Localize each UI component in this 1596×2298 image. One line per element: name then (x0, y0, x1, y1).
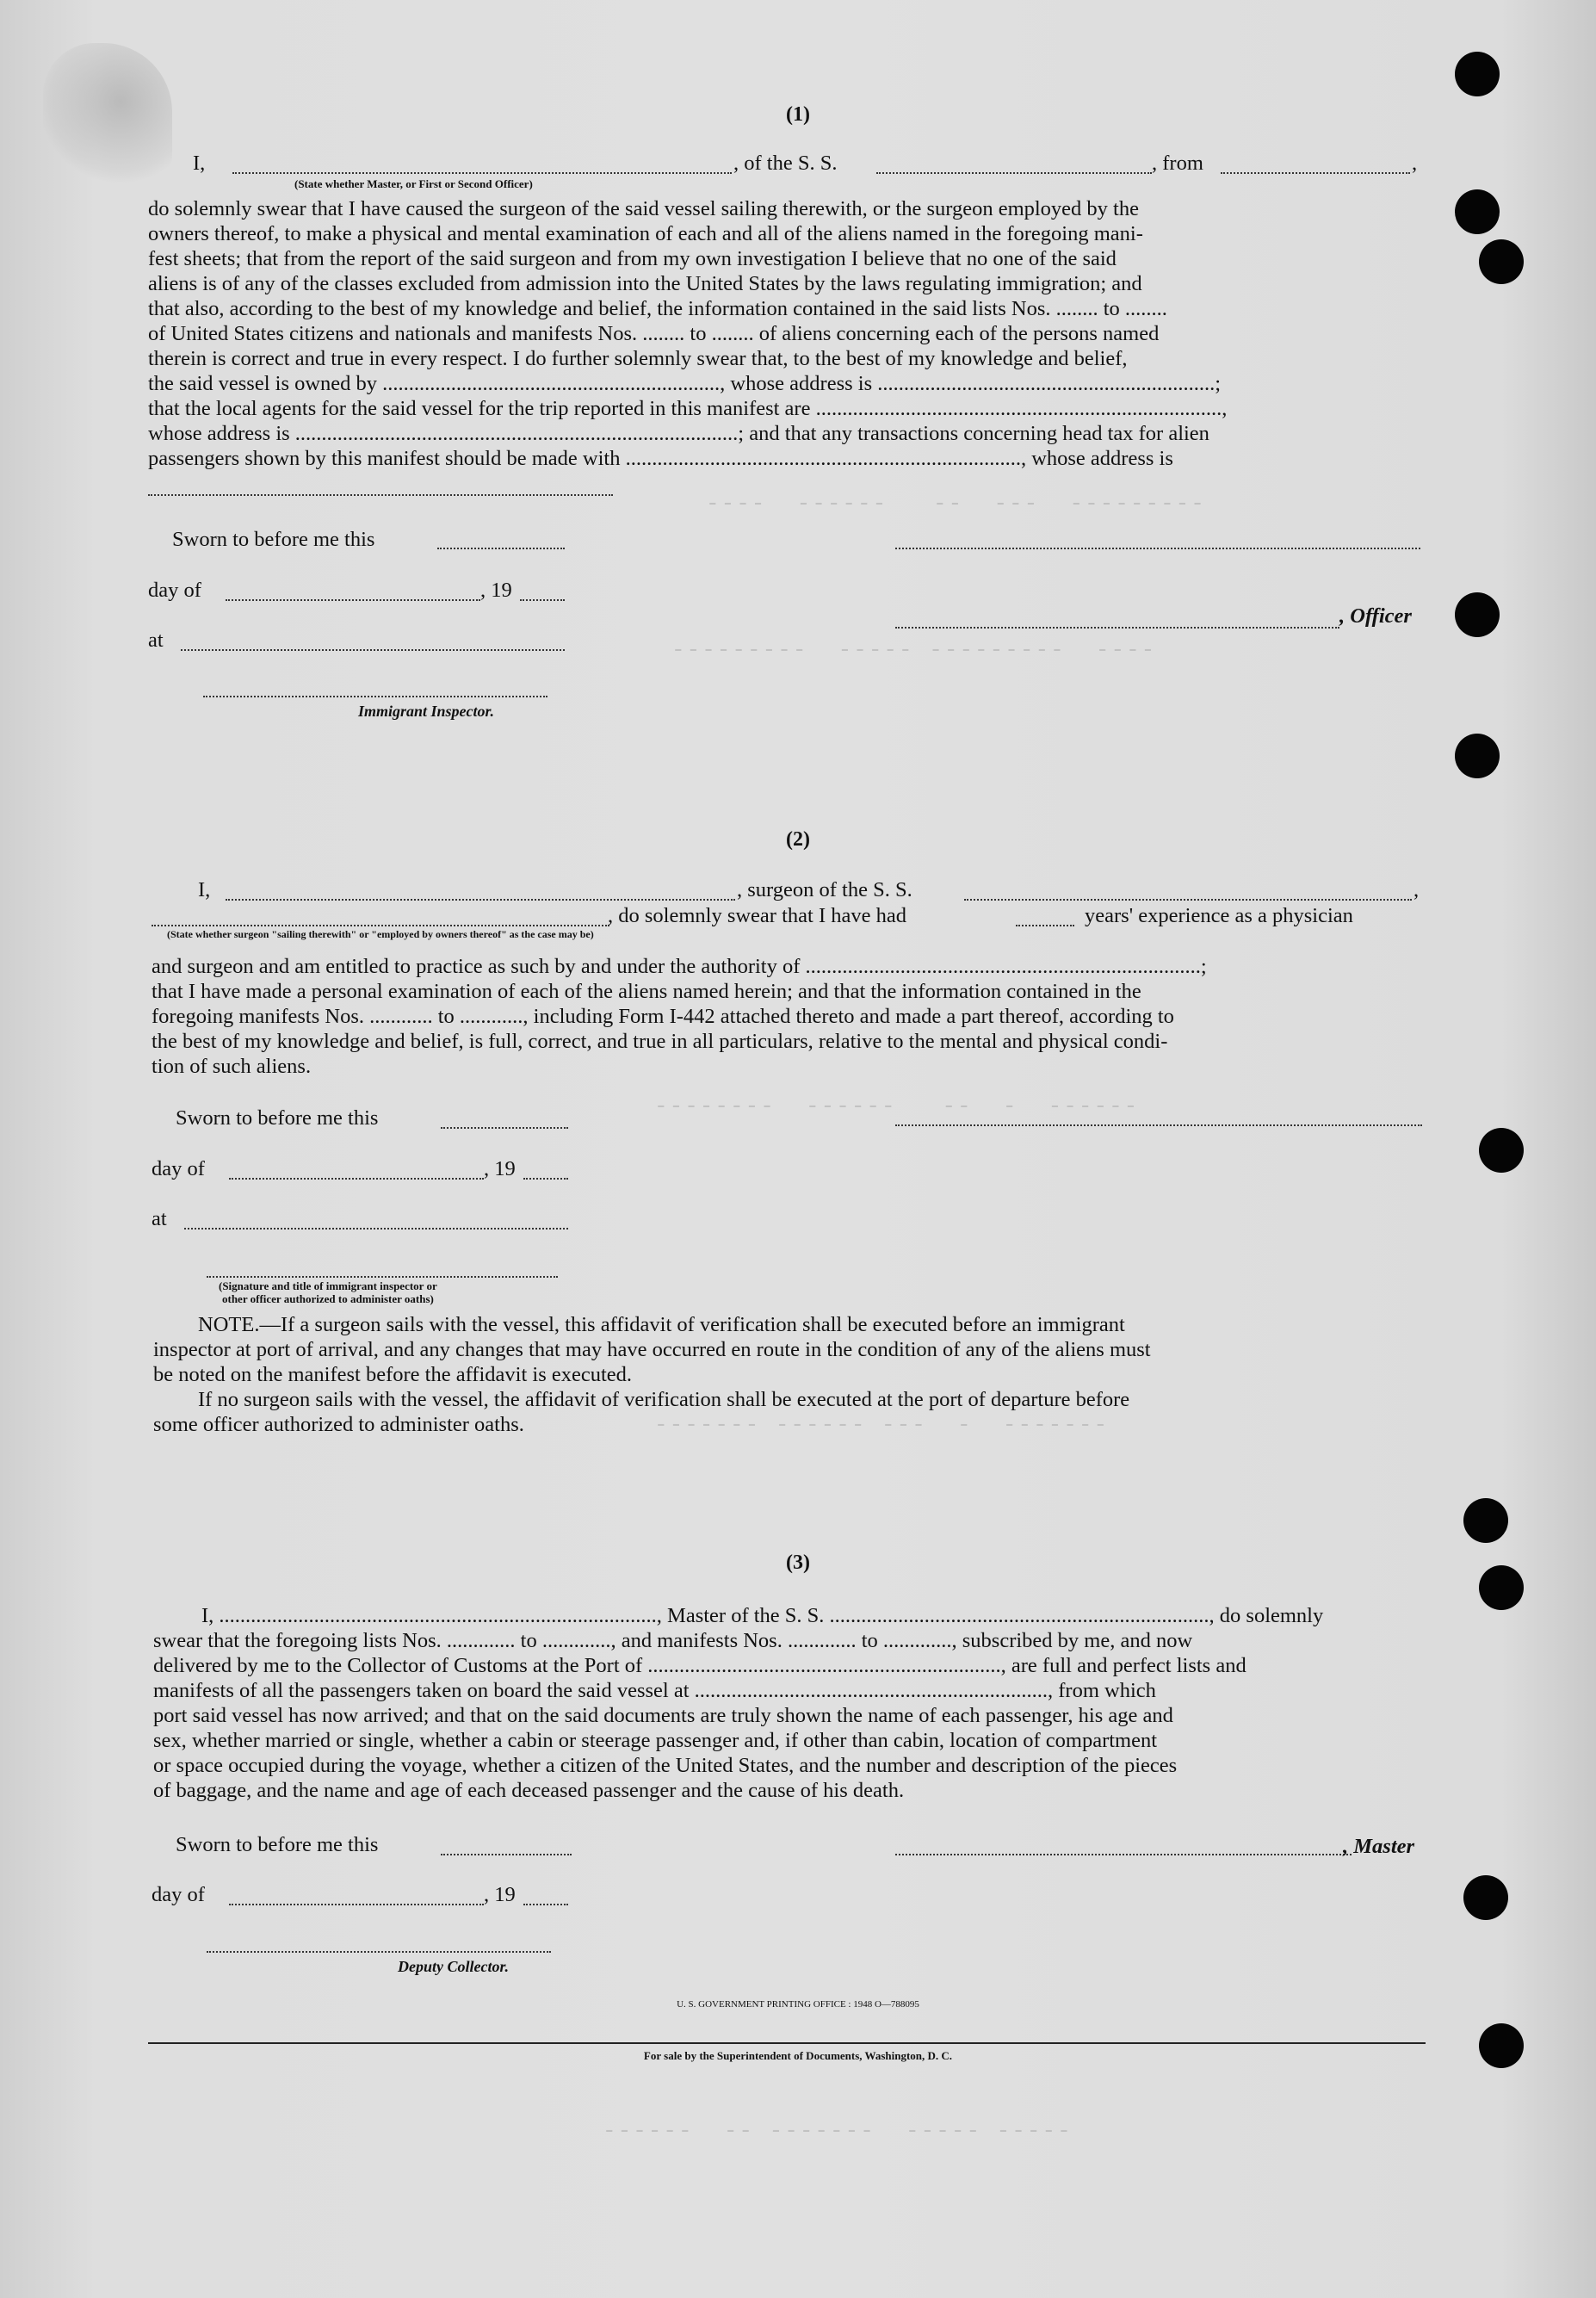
s1-comma: , (1412, 152, 1418, 175)
punch-hole (1463, 1498, 1508, 1543)
s1-day-blank (226, 599, 480, 601)
bleed-through-text: --------- ----- --------- ---- (671, 637, 1157, 663)
s2-para-line: foregoing manifests Nos. ............ to ............, including Form I-442 attached thereto and made a part thereof, according to (152, 1005, 1174, 1028)
s3-para-line: or space occupied during the voyage, whether a citizen of the United States, and the number and description of the pieces (153, 1754, 1178, 1777)
s1-right-blank (895, 548, 1420, 549)
punch-hole (1455, 52, 1500, 96)
s3-para-line: port said vessel has now arrived; and that on the said documents are truly shown the name of each passenger, his age and (153, 1704, 1173, 1727)
s2-years-blank (1016, 925, 1074, 926)
gpo-imprint: U. S. GOVERNMENT PRINTING OFFICE : 1948 O—788095 (677, 1999, 919, 2010)
s2-line2-years: years' experience as a physician (1085, 904, 1353, 927)
s3-para-line: delivered by me to the Collector of Customs at the Port of ..................................................................., are full and perfect lists and (153, 1654, 1246, 1677)
s3-year: , 19 (484, 1883, 516, 1906)
s2-name-blank (226, 899, 735, 901)
s1-para-line: that also, according to the best of my knowledge and belief, the information contained in the said lists Nos. ........ to ........ (148, 297, 1167, 320)
s1-para-line: of United States citizens and nationals and manifests Nos. ........ to ........ of aliens concerning each of the persons named (148, 322, 1160, 345)
s2-right-blank (895, 1124, 1422, 1126)
s1-address-blank (148, 494, 613, 496)
s2-sig-note-1: (Signature and title of immigrant inspector or (219, 1279, 437, 1292)
s2-para-line: the best of my knowledge and belief, is full, correct, and true in all particulars, relative to the mental and physical condi- (152, 1030, 1168, 1053)
s3-para-line: sex, whether married or single, whether a cabin or steerage passenger and, if other than cabin, location of compartment (153, 1729, 1158, 1752)
s2-paragraph (152, 954, 1422, 1079)
s1-para-line: whose address is ....................................................................................; and that any transactions concerning head tax for alien (148, 422, 1209, 445)
punch-hole (1455, 189, 1500, 234)
s1-officer-note: (State whether Master, or First or Second Officer) (294, 177, 533, 190)
s2-at: at (152, 1207, 167, 1230)
punch-hole (1455, 734, 1500, 778)
s2-line1-surgeon: , surgeon of the S. S. (737, 878, 912, 901)
s1-line1-i: I, (193, 152, 206, 175)
section-1-number: (1) (786, 103, 810, 126)
s1-from-blank (1221, 172, 1410, 174)
s3-sworn: Sworn to before me this (176, 1833, 379, 1856)
s2-surgeon-type-blank (152, 925, 609, 926)
s3-day-of: day of (152, 1883, 205, 1906)
s3-deputy-sig-blank (207, 1951, 551, 1953)
s2-sworn: Sworn to before me this (176, 1106, 379, 1130)
s2-day-of: day of (152, 1157, 205, 1180)
s3-para-line: I, ..................................................................................., Master of the S. S. ........................................................................, do solemnly (201, 1604, 1324, 1627)
s3-paragraph (153, 1603, 1424, 1803)
bleed-through-text: ---- ------ -- --- --------- (706, 491, 1206, 517)
punch-hole (1479, 239, 1524, 284)
s1-officer-blank (232, 172, 732, 174)
s2-note-line: NOTE.—If a surgeon sails with the vessel, this affidavit of verification shall be executed before an immigrant (198, 1313, 1125, 1336)
s2-year-blank (523, 1178, 568, 1180)
s1-year: , 19 (480, 579, 512, 602)
s2-at-blank (184, 1228, 568, 1230)
s1-para-line: the said vessel is owned by ................................................................, whose address is ................................................................; (148, 372, 1222, 395)
s3-day-blank (229, 1904, 484, 1905)
s3-para-line: of baggage, and the name and age of each deceased passenger and the cause of his death. (153, 1779, 905, 1802)
s2-note (153, 1312, 1424, 1437)
s2-line2: , do solemnly swear that I have had (608, 904, 906, 927)
s2-year: , 19 (484, 1157, 516, 1180)
s1-year-blank (520, 599, 565, 601)
s1-day-of: day of (148, 579, 201, 602)
s2-para-line: and surgeon and am entitled to practice as such by and under the authority of ...........................................................................; (152, 955, 1207, 978)
s2-sworn-blank (441, 1127, 568, 1129)
s2-note-line: inspector at port of arrival, and any changes that may have occurred en route in the condition of any of the aliens must (153, 1338, 1151, 1361)
s2-note-line: some officer authorized to administer oaths. (153, 1413, 524, 1436)
s1-para-line: passengers shown by this manifest should be made with ..........................................................................., whose address is (148, 447, 1173, 470)
punch-hole (1463, 1875, 1508, 1920)
punch-hole (1455, 592, 1500, 637)
s1-para-line: that the local agents for the said vessel for the trip reported in this manifest are ............................................................................., (148, 397, 1228, 420)
s2-note-line: be noted on the manifest before the affidavit is executed. (153, 1363, 633, 1386)
punch-hole (1479, 1128, 1524, 1173)
s3-master-label: , Master (1343, 1835, 1415, 1858)
s2-para-line: tion of such aliens. (152, 1055, 312, 1078)
s2-sig-blank (207, 1276, 558, 1278)
s3-master-sig-blank (895, 1854, 1352, 1855)
s1-para-line: fest sheets; that from the report of the said surgeon and from my own investigation I believe that no one of the said (148, 247, 1117, 270)
s3-sworn-blank (441, 1854, 572, 1855)
s2-note-line: If no surgeon sails with the vessel, the affidavit of verification shall be executed at the port of departure before (198, 1388, 1130, 1411)
footer-rule (148, 2042, 1426, 2044)
s3-para-line: swear that the foregoing lists Nos. ............. to ............., and manifests Nos. ............. to ............., subscribed by me, and now (153, 1629, 1193, 1652)
s3-year-blank (523, 1904, 568, 1905)
s1-at-blank (181, 649, 565, 651)
s2-sig-note-2: other officer authorized to administer oaths) (222, 1292, 434, 1305)
s1-line1-ss: , of the S. S. (733, 152, 838, 175)
section-2-number: (2) (786, 828, 810, 851)
sale-note: For sale by the Superintendent of Documents, Washington, D. C. (643, 2049, 953, 2062)
s3-deputy-label: Deputy Collector. (398, 1958, 509, 1975)
bleed-through-text: ------- ------ --- - ------- (654, 1412, 1110, 1438)
s2-line1-i: I, (198, 878, 211, 901)
s1-para-line: aliens is of any of the classes excluded from admission into the United States by the laws regulating immigration; and (148, 272, 1142, 295)
s2-para-line: that I have made a personal examination of each of the aliens named herein; and that the information contained in the (152, 980, 1141, 1003)
s1-para-line: therein is correct and true in every respect. I do further solemnly swear that, to the best of my knowledge and belief, (148, 347, 1128, 370)
bleed-through-text: ------ -- ------- ----- ----- (603, 2118, 1073, 2144)
s2-surgeon-note: (State whether surgeon "sailing therewith" or "employed by owners thereof" as the case may be) (167, 928, 594, 940)
s2-ss-blank (964, 899, 1412, 901)
s1-paragraph (148, 196, 1420, 471)
s1-para-line: do solemnly swear that I have caused the surgeon of the said vessel sailing therewith, or the surgeon employed by the (148, 197, 1139, 220)
bleed-through-text: -------- ------ -- - ------ (654, 1093, 1140, 1119)
s1-para-line: owners thereof, to make a physical and mental examination of each and all of the aliens named in the foregoing mani- (148, 222, 1143, 245)
s1-at: at (148, 629, 164, 652)
s1-sworn: Sworn to before me this (172, 528, 375, 551)
s3-para-line: manifests of all the passengers taken on board the said vessel at ..................................................................., from which (153, 1679, 1156, 1702)
s2-day-blank (229, 1178, 484, 1180)
s1-sworn-blank (437, 548, 565, 549)
s1-line1-from: , from (1152, 152, 1203, 175)
s1-officer-sig-blank (895, 627, 1339, 629)
s1-officer-label: , Officer (1339, 604, 1412, 628)
section-3-number: (3) (786, 1552, 810, 1574)
s1-inspector-label: Immigrant Inspector. (358, 703, 495, 720)
s2-comma: , (1414, 878, 1420, 901)
s1-inspector-sig-blank (203, 696, 547, 697)
s1-ss-blank (876, 172, 1152, 174)
